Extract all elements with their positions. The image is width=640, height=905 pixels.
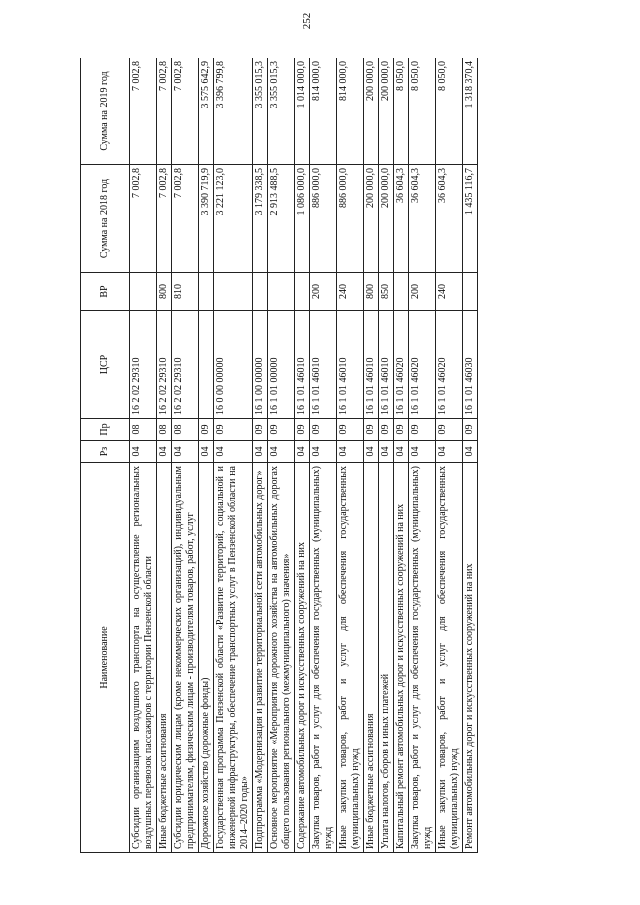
row-csr: 16 1 01 46030: [463, 311, 478, 419]
budget-table: [80, 58, 478, 853]
row-csr: 16 1 01 46010: [379, 311, 394, 419]
table-row: [130, 58, 157, 853]
row-vr: 800: [364, 273, 379, 311]
row-sum-2018: 36 604,3: [409, 165, 436, 273]
table-row: [394, 58, 409, 853]
table-row: [436, 58, 463, 853]
row-sum-2018: 7 002,8: [172, 165, 199, 273]
row-rz: 04: [214, 441, 253, 463]
row-name: Субсидии юридическим лицам (кроме некоммерческих организаций), индивидуальным предпринимателям, физическим лицам - производителям товаров, работ, услуг: [172, 463, 199, 853]
row-name: Основное мероприятие «Мероприятия дорожного хозяйства на автомобильных дорогах общего пользования регионального (межмуниципального) значения»: [268, 463, 295, 853]
row-csr: 16 1 01 46020: [436, 311, 463, 419]
row-name: Содержание автомобильных дорог и искусственных сооружений на них: [295, 463, 310, 853]
row-name: Капитальный ремонт автомобильных дорог и искусственных сооружений на них: [394, 463, 409, 853]
row-name: Уплата налогов, сборов и иных платежей: [379, 463, 394, 853]
row-sum-2019: 200 000,0: [364, 58, 379, 165]
row-name: Закупка товаров, работ и услуг для обеспечения государственных (муниципальных) нужд: [409, 463, 436, 853]
row-name: Государственная программа Пензенской области «Развитие территорий, социальной и инженерной инфраструктуры, обеспечение транспортных услуг в Пензенской области на 2014–2020 годы»: [214, 463, 253, 853]
row-sum-2018: 3 390 719,9: [199, 165, 214, 273]
row-sum-2019: 3 575 642,9: [199, 58, 214, 165]
row-csr: 16 2 02 29310: [157, 311, 172, 419]
row-sum-2019: 7 002,8: [130, 58, 157, 165]
row-sum-2019: 814 000,0: [310, 58, 337, 165]
row-sum-2018: 1 086 000,0: [295, 165, 310, 273]
row-pr: 09: [295, 419, 310, 441]
header-sum-2019: Сумма на 2019 год: [81, 58, 130, 165]
row-sum-2018: 7 002,8: [130, 165, 157, 273]
row-rz: 04: [364, 441, 379, 463]
row-pr: 09: [364, 419, 379, 441]
table-row: [268, 58, 295, 853]
row-sum-2019: 814 000,0: [337, 58, 364, 165]
row-vr: [199, 273, 214, 311]
table-row: [409, 58, 436, 853]
row-sum-2018: 2 913 488,5: [268, 165, 295, 273]
header-csr: ЦСР: [81, 311, 130, 419]
row-sum-2019: 8 050,0: [436, 58, 463, 165]
row-sum-2019: 8 050,0: [409, 58, 436, 165]
header-rz: Рз: [81, 441, 130, 463]
row-vr: [214, 273, 253, 311]
row-rz: 04: [130, 441, 157, 463]
row-sum-2019: 3 396 799,8: [214, 58, 253, 165]
row-name: Иные бюджетные ассигнования: [364, 463, 379, 853]
header-sum-2018: Сумма на 2018 год: [81, 165, 130, 273]
row-vr: [268, 273, 295, 311]
row-vr: 200: [409, 273, 436, 311]
table-row: [157, 58, 172, 853]
header-pr: Пр: [81, 419, 130, 441]
row-sum-2019: 7 002,8: [157, 58, 172, 165]
row-rz: 04: [253, 441, 268, 463]
row-pr: 09: [268, 419, 295, 441]
row-name: Дорожное хозяйство (дорожные фонды): [199, 463, 214, 853]
row-vr: [394, 273, 409, 311]
table-row: [172, 58, 199, 853]
row-rz: 04: [394, 441, 409, 463]
row-vr: 240: [337, 273, 364, 311]
row-rz: 04: [172, 441, 199, 463]
row-pr: 08: [130, 419, 157, 441]
row-csr: 16 1 01 46010: [337, 311, 364, 419]
row-sum-2018: 200 000,0: [379, 165, 394, 273]
header-vr: ВР: [81, 273, 130, 311]
row-rz: 04: [409, 441, 436, 463]
row-rz: 04: [268, 441, 295, 463]
row-csr: 16 1 00 00000: [253, 311, 268, 419]
row-sum-2019: 1 318 370,4: [463, 58, 478, 165]
row-vr: 850: [379, 273, 394, 311]
table-row: [253, 58, 268, 853]
row-csr: 16 1 01 46010: [364, 311, 379, 419]
row-pr: 09: [436, 419, 463, 441]
row-rz: 04: [310, 441, 337, 463]
table-row: [199, 58, 214, 853]
document-page: [80, 58, 566, 853]
row-vr: 810: [172, 273, 199, 311]
row-vr: [130, 273, 157, 311]
row-csr: 16 1 01 00000: [268, 311, 295, 419]
row-csr: 16 2 02 29310: [172, 311, 199, 419]
table-row: [463, 58, 478, 853]
row-name: Подпрограмма «Модернизация и развитие территориальной сети автомобильных дорог»: [253, 463, 268, 853]
row-sum-2019: 7 002,8: [172, 58, 199, 165]
row-sum-2018: 1 435 116,7: [463, 165, 478, 273]
row-rz: 04: [295, 441, 310, 463]
row-rz: 04: [463, 441, 478, 463]
row-name: Иные бюджетные ассигнования: [157, 463, 172, 853]
row-name: Ремонт автомобильных дорог и искусственных сооружений на них: [463, 463, 478, 853]
row-sum-2018: 7 002,8: [157, 165, 172, 273]
table-header-row: [81, 58, 130, 853]
row-sum-2018: 886 000,0: [337, 165, 364, 273]
row-pr: 09: [253, 419, 268, 441]
row-pr: 09: [310, 419, 337, 441]
row-sum-2019: 200 000,0: [379, 58, 394, 165]
table-row: [337, 58, 364, 853]
row-csr: [199, 311, 214, 419]
row-pr: 09: [409, 419, 436, 441]
table-row: [364, 58, 379, 853]
row-pr: 09: [379, 419, 394, 441]
row-vr: 800: [157, 273, 172, 311]
row-sum-2018: 3 179 338,5: [253, 165, 268, 273]
row-sum-2019: 8 050,0: [394, 58, 409, 165]
row-pr: 08: [172, 419, 199, 441]
row-vr: [295, 273, 310, 311]
header-name: Наименование: [81, 463, 130, 853]
row-vr: 200: [310, 273, 337, 311]
page-number: 252: [301, 12, 313, 30]
table-row: [310, 58, 337, 853]
row-csr: 16 1 01 46020: [394, 311, 409, 419]
row-csr: 16 0 00 00000: [214, 311, 253, 419]
page-number-area: [0, 0, 640, 52]
row-rz: 04: [436, 441, 463, 463]
row-name: Субсидии организациям воздушного транспорта на осуществление региональных воздушных перевозок пассажиров с территории Пензенской области: [130, 463, 157, 853]
table-row: [295, 58, 310, 853]
row-csr: 16 1 01 46020: [409, 311, 436, 419]
row-csr: 16 1 01 46010: [310, 311, 337, 419]
row-sum-2019: 3 355 015,3: [268, 58, 295, 165]
table-row: [214, 58, 253, 853]
row-sum-2019: 1 014 000,0: [295, 58, 310, 165]
row-csr: 16 2 02 29310: [130, 311, 157, 419]
row-pr: 09: [214, 419, 253, 441]
row-sum-2018: 200 000,0: [364, 165, 379, 273]
row-sum-2018: 3 221 123,0: [214, 165, 253, 273]
row-rz: 04: [379, 441, 394, 463]
row-sum-2018: 36 604,3: [436, 165, 463, 273]
row-sum-2018: 886 000,0: [310, 165, 337, 273]
row-rz: 04: [199, 441, 214, 463]
row-rz: 04: [337, 441, 364, 463]
row-pr: 09: [463, 419, 478, 441]
row-name: Закупка товаров, работ и услуг для обеспечения государственных (муниципальных) нужд: [310, 463, 337, 853]
row-vr: [463, 273, 478, 311]
row-vr: 240: [436, 273, 463, 311]
row-pr: 09: [337, 419, 364, 441]
row-pr: 09: [394, 419, 409, 441]
table-row: [379, 58, 394, 853]
row-pr: 08: [157, 419, 172, 441]
row-vr: [253, 273, 268, 311]
row-name: Иные закупки товаров, работ и услуг для обеспечения государственных (муниципальных) нужд: [436, 463, 463, 853]
row-sum-2018: 36 604,3: [394, 165, 409, 273]
row-csr: 16 1 01 46010: [295, 311, 310, 419]
row-name: Иные закупки товаров, работ и услуг для обеспечения государственных (муниципальных) нужд: [337, 463, 364, 853]
row-sum-2019: 3 355 015,3: [253, 58, 268, 165]
rotated-content: [80, 58, 566, 853]
row-rz: 04: [157, 441, 172, 463]
row-pr: 09: [199, 419, 214, 441]
